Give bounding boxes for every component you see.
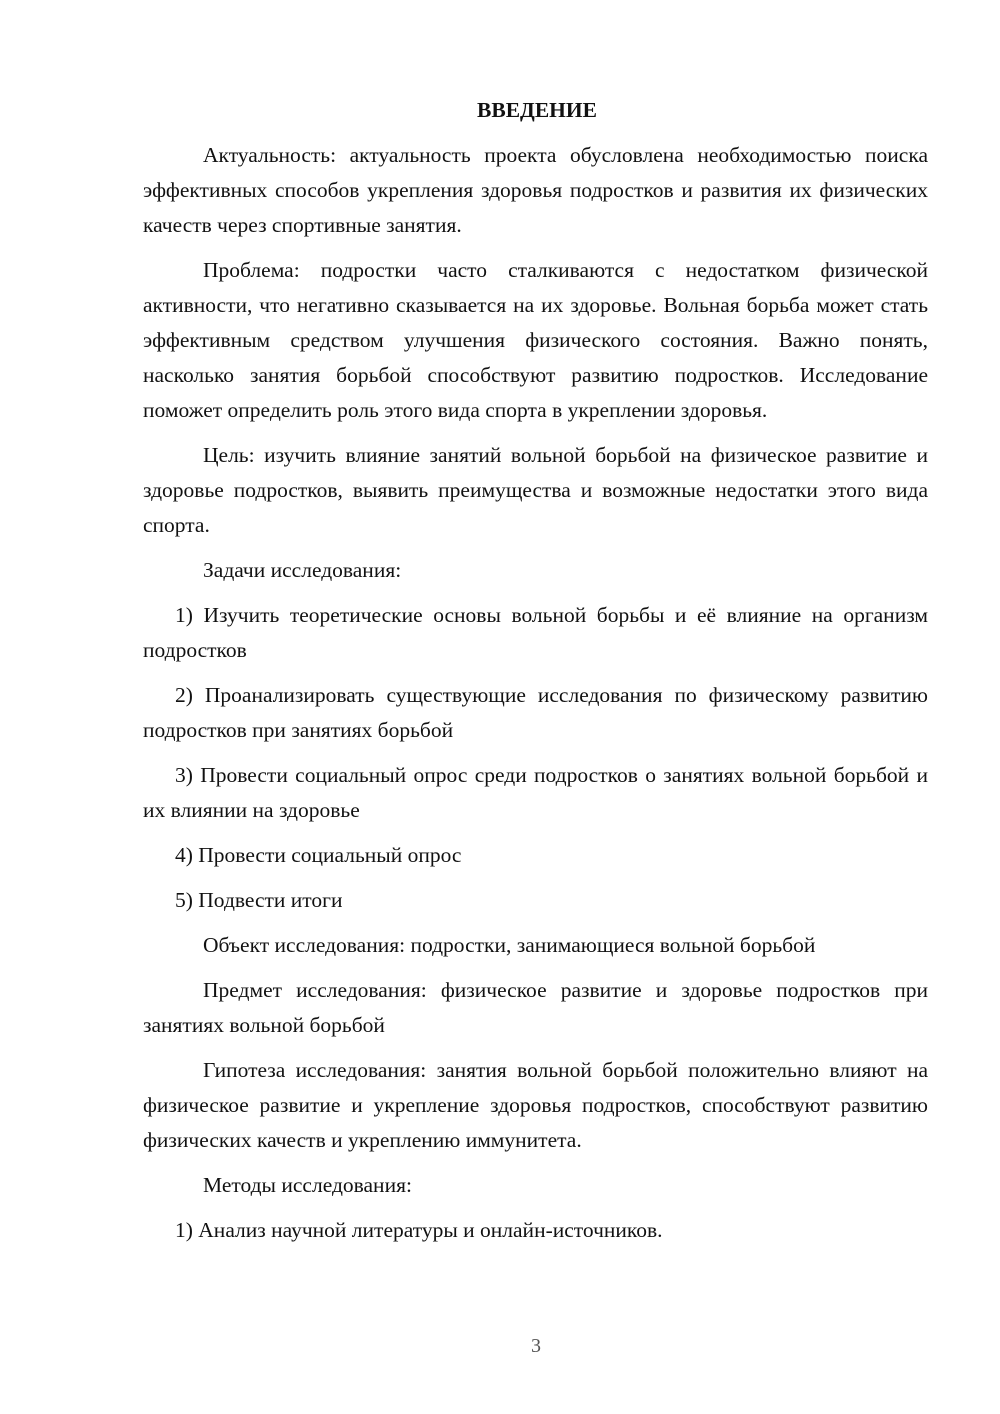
method-item: 1) Анализ научной литературы и онлайн-источников. xyxy=(175,1218,663,1242)
object-paragraph: Объект исследования: подростки, занимающиеся вольной борьбой xyxy=(203,933,816,957)
relevance-paragraph: Актуальность: актуальность проекта обусловлена необходимостью поиска эффективных способов укрепления здоровья подростков и развития их физических качеств через спортивные занятия. xyxy=(143,143,928,237)
methods-heading: Методы исследования: xyxy=(203,1173,412,1197)
task-item: 1) Изучить теоретические основы вольной борьбы и её влияние на организм подростков xyxy=(143,603,928,662)
subject-paragraph: Предмет исследования: физическое развитие и здоровье подростков при занятиях вольной борьбой xyxy=(143,978,928,1037)
goal-paragraph: Цель: изучить влияние занятий вольной борьбой на физическое развитие и здоровье подростков, выявить преимущества и возможные недостатки этого вида спорта. xyxy=(143,443,928,537)
tasks-heading: Задачи исследования: xyxy=(203,558,402,582)
task-item: 4) Провести социальный опрос xyxy=(175,843,462,867)
page-heading: ВВЕДЕНИЕ xyxy=(477,98,597,122)
hypothesis-paragraph: Гипотеза исследования: занятия вольной борьбой положительно влияют на физическое развитие и укрепление здоровья подростков, способствуют развитию физических качеств и укреплению иммунитета. xyxy=(143,1058,928,1152)
task-item: 5) Подвести итоги xyxy=(175,888,343,912)
task-item: 2) Проанализировать существующие исследования по физическому развитию подростков при занятиях борьбой xyxy=(143,683,928,742)
task-item: 3) Провести социальный опрос среди подростков о занятиях вольной борьбой и их влиянии на здоровье xyxy=(143,763,928,822)
problem-paragraph: Проблема: подростки часто сталкиваются с недостатком физической активности, что негативно сказывается на их здоровье. Вольная борьба может стать эффективным средством улучшения физического состояния. Важно понять, насколько занятия борьбой способствуют развитию подростков. Исследование поможет определить роль этого вида спорта в укреплении здоровья. xyxy=(143,258,928,422)
methods-list xyxy=(143,1213,928,1248)
page-number: 3 xyxy=(531,1335,541,1357)
tasks-list xyxy=(143,598,928,918)
page-body xyxy=(143,94,928,1258)
